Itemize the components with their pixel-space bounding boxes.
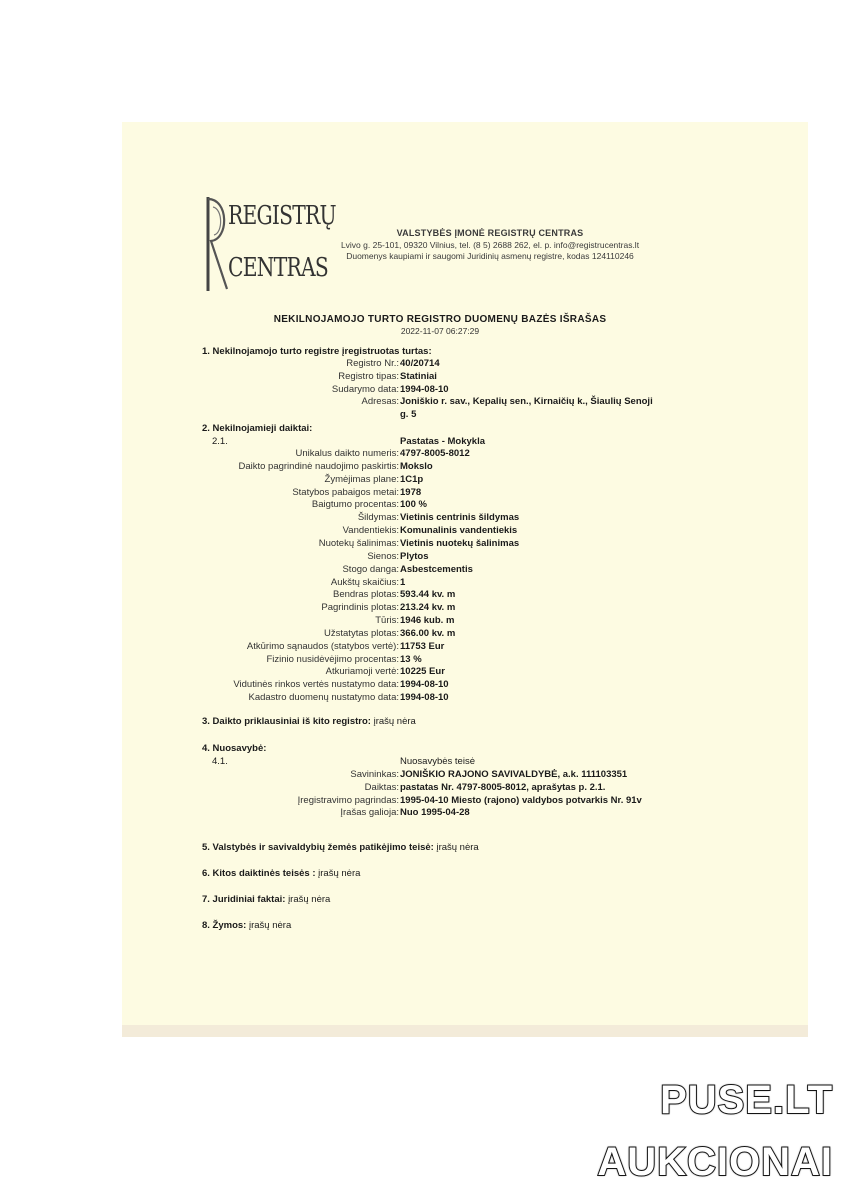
- register-field-label: Adresas:: [361, 396, 399, 408]
- property-field-row: [0, 628, 849, 641]
- property-field-row: [0, 551, 849, 564]
- section-6-heading: 6. Kitos daiktinės teisės :: [202, 868, 316, 879]
- register-field-value: 1994-08-10: [400, 383, 449, 395]
- property-field-value: 100 %: [400, 499, 427, 511]
- property-field-label: Užstatytas plotas:: [324, 627, 399, 639]
- property-field-value: 366.00 kv. m: [400, 627, 456, 639]
- ownership-field-row: [0, 807, 849, 820]
- property-field-value: 11753 Eur: [400, 640, 445, 652]
- section-7: [202, 894, 330, 905]
- property-field-row: [0, 512, 849, 525]
- document-title: NEKILNOJAMOJO TURTO REGISTRO DUOMENŲ BAZĖS IŠRAŠAS: [273, 314, 607, 325]
- ownership-field-label: Įregistravimo pagrindas:: [297, 794, 399, 806]
- ownership-field-row: [0, 795, 849, 808]
- logo-word-centras: CENTRAS: [228, 253, 328, 283]
- property-field-value: Vietinis centrinis šildymas: [400, 512, 520, 524]
- item-4-1-number: 4.1.: [212, 756, 228, 767]
- property-field-value: 1C1p: [400, 473, 424, 485]
- property-field-row: [0, 499, 849, 512]
- section-5-heading: 5. Valstybės ir savivaldybių žemės patikėjimo teisė:: [202, 842, 434, 853]
- property-field-value: Plytos: [400, 550, 429, 562]
- property-field-row: [0, 654, 849, 667]
- property-field-label: Tūris:: [375, 615, 399, 627]
- property-field-row: [0, 602, 849, 615]
- register-field-row: [0, 371, 849, 384]
- property-field-value: 1978: [400, 486, 422, 498]
- organization-name: VALSTYBĖS ĮMONĖ REGISTRŲ CENTRAS: [396, 228, 584, 238]
- property-field-value: 1946 kub. m: [400, 615, 455, 627]
- register-field-value: Statiniai: [400, 370, 437, 382]
- section-7-heading: 7. Juridiniai faktai:: [202, 894, 286, 905]
- section-8: [202, 920, 291, 931]
- section-2-heading: 2. Nekilnojamieji daiktai:: [202, 423, 313, 434]
- item-4-1-title: Nuosavybės teisė: [400, 756, 475, 767]
- property-field-row: [0, 487, 849, 500]
- property-field-label: Pagrindinis plotas:: [321, 602, 399, 614]
- property-field-label: Šildymas:: [357, 512, 399, 524]
- ownership-field-label: Savininkas:: [350, 769, 399, 780]
- property-field-row: [0, 692, 849, 705]
- register-field-row: [0, 396, 849, 409]
- property-field-row: [0, 448, 849, 461]
- property-field-label: Kadastro duomenų nustatymo data:: [248, 692, 399, 704]
- section-3-value: įrašų nėra: [373, 716, 416, 727]
- property-field-value: 593.44 kv. m: [400, 589, 456, 601]
- ownership-field-value: 1995-04-10 Miesto (rajono) valdybos potvarkis Nr. 91v: [400, 794, 642, 806]
- property-field-label: Vidutinės rinkos vertės nustatymo data:: [233, 679, 399, 691]
- document-datetime: 2022-11-07 06:27:29: [400, 326, 480, 336]
- property-field-label: Atkuriamoji vertė:: [325, 666, 399, 678]
- register-field-row: [0, 384, 849, 397]
- property-field-row: [0, 666, 849, 679]
- section-1-heading: 1. Nekilnojamojo turto registre įregistruotas turtas:: [202, 346, 432, 357]
- register-field-label: Sudarymo data:: [331, 383, 399, 395]
- property-field-row: [0, 474, 849, 487]
- property-field-label: Aukštų skaičius:: [330, 576, 399, 588]
- property-field-label: Daikto pagrindinė naudojimo paskirtis:: [238, 460, 399, 472]
- ownership-field-label: Daiktas:: [364, 781, 399, 793]
- property-field-value: Vietinis nuotekų šalinimas: [400, 537, 520, 549]
- property-field-value: 4797-8005-8012: [400, 448, 470, 459]
- property-field-row: [0, 538, 849, 551]
- section-8-heading: 8. Žymos:: [202, 920, 247, 931]
- ownership-field-value: JONIŠKIO RAJONO SAVIVALDYBĖ, a.k. 111103351: [400, 769, 628, 780]
- section-7-value: įrašų nėra: [288, 894, 331, 905]
- property-field-label: Unikalus daikto numeris:: [295, 448, 399, 459]
- property-field-value: 1994-08-10: [400, 679, 449, 691]
- property-field-row: [0, 641, 849, 654]
- register-field-value: Joniškio r. sav., Kepalių sen., Kirnaičių k., Šiaulių Senoji: [400, 396, 653, 408]
- property-field-row: [0, 589, 849, 602]
- property-field-label: Žymėjimas plane:: [324, 473, 399, 485]
- section-5-value: įrašų nėra: [436, 842, 479, 853]
- register-field-label: Registro tipas:: [338, 370, 399, 382]
- property-field-label: Stogo danga:: [342, 563, 399, 575]
- ownership-field-row: [0, 782, 849, 795]
- ownership-field-row: [0, 769, 849, 782]
- section-3-heading: 3. Daikto priklausiniai iš kito registro:: [202, 716, 371, 727]
- register-field-row: [0, 358, 849, 371]
- property-field-label: Fizinio nusidėvėjimo procentas:: [266, 653, 399, 665]
- section-4-heading: 4. Nuosavybė:: [202, 743, 267, 754]
- property-field-label: Atkūrimo sąnaudos (statybos vertė):: [246, 640, 399, 652]
- watermark-line-2: AUKCIONAI: [597, 1140, 833, 1184]
- property-field-label: Sienos:: [367, 550, 399, 562]
- property-field-value: 13 %: [400, 653, 422, 665]
- property-field-row: [0, 525, 849, 538]
- item-2-1-number: 2.1.: [212, 436, 228, 447]
- property-field-value: 1994-08-10: [400, 692, 449, 704]
- page-bottom-edge: [122, 1025, 808, 1037]
- property-field-label: Baigtumo procentas:: [311, 499, 399, 511]
- property-field-label: Vandentiekis:: [342, 525, 399, 537]
- register-field-value: 40/20714: [400, 358, 440, 369]
- property-field-label: Bendras plotas:: [332, 589, 399, 601]
- watermark-line-1: PUSE.LT: [660, 1078, 833, 1122]
- property-field-value: Komunalinis vandentiekis: [400, 525, 518, 537]
- property-field-value: 1: [400, 576, 406, 588]
- organization-registry-note: Duomenys kaupiami ir saugomi Juridinių asmenų registre, kodas 124110246: [346, 251, 634, 261]
- address-continuation: g. 5: [400, 409, 417, 420]
- property-field-value: 10225 Eur: [400, 666, 445, 678]
- section-3: [202, 716, 416, 727]
- property-field-value: Asbestcementis: [400, 563, 473, 575]
- property-field-row: [0, 615, 849, 628]
- property-field-value: Mokslo: [400, 460, 433, 472]
- section-6-value: įrašų nėra: [318, 868, 361, 879]
- property-field-row: [0, 461, 849, 474]
- ownership-field-label: Įrašas galioja:: [340, 807, 399, 819]
- register-field-label: Registro Nr.:: [346, 358, 399, 369]
- section-8-value: įrašų nėra: [249, 920, 292, 931]
- property-field-row: [0, 564, 849, 577]
- property-field-row: [0, 679, 849, 692]
- section-5: [202, 842, 479, 853]
- logo-word-registru: REGISTRŲ: [228, 201, 336, 231]
- property-field-value: 213.24 kv. m: [400, 602, 456, 614]
- ownership-field-value: pastatas Nr. 4797-8005-8012, aprašytas p. 2.1.: [400, 781, 606, 793]
- item-2-1-title: Pastatas - Mokykla: [400, 436, 486, 447]
- property-field-row: [0, 577, 849, 590]
- property-field-label: Statybos pabaigos metai:: [292, 486, 399, 498]
- section-6: [202, 868, 360, 879]
- ownership-field-value: Nuo 1995-04-28: [400, 807, 470, 819]
- property-field-label: Nuotekų šalinimas:: [318, 537, 399, 549]
- organization-address: Lvivo g. 25-101, 09320 Vilnius, tel. (8 5) 2688 262, el. p. info@registrucentras.lt: [340, 240, 640, 250]
